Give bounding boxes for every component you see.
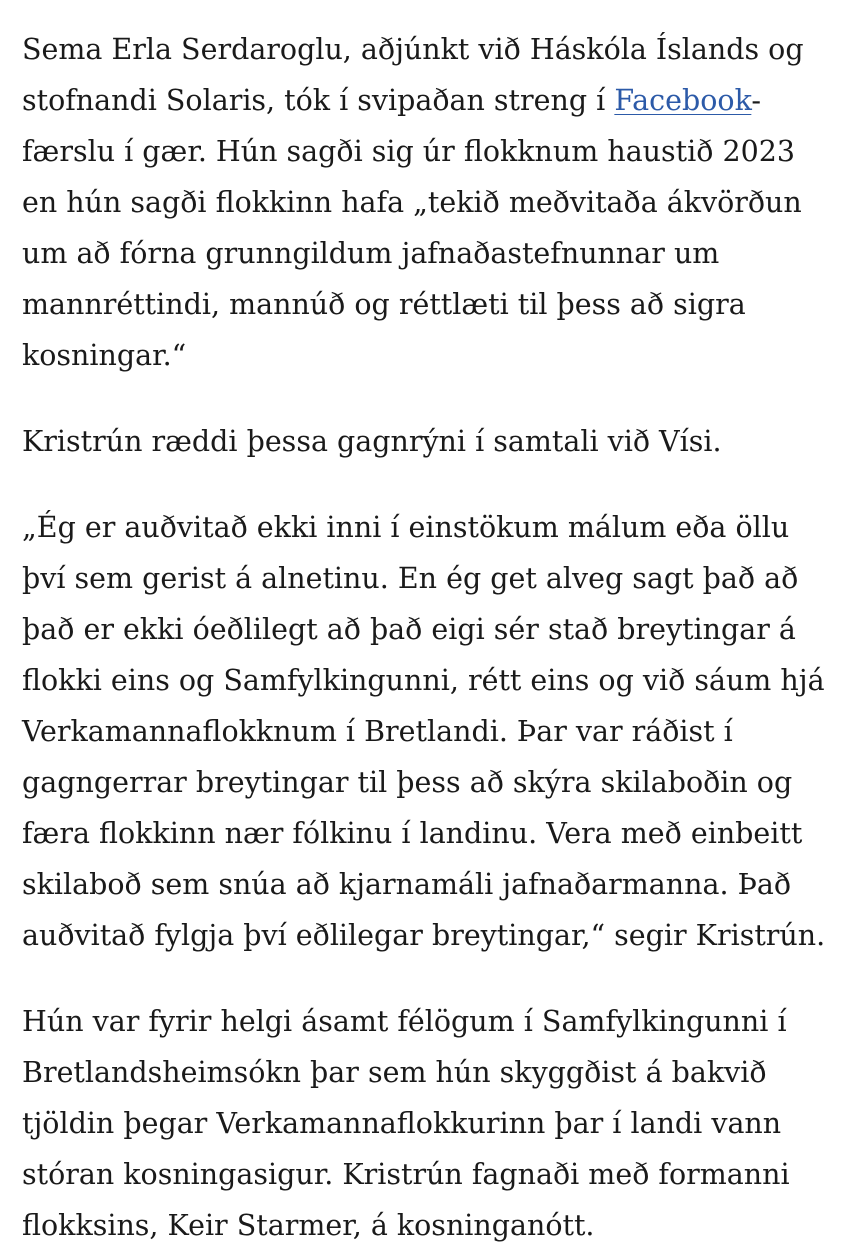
paragraph-kristrun-intro: Kristrún ræddi þessa gagnrýni í samtali við Vísi. <box>22 425 722 458</box>
paragraph-quote: „Ég er auðvitað ekki inni í einstökum málum eða öllu því sem gerist á alnetinu. En ég get alveg sagt það að það er ekki óeðlilegt að það eigi sér stað breytingar á flokki eins og Samfylkingunni, rétt eins og við sáum hjá Verkamannaflokknum í Bretlandi. Þar var ráðist í gagngerrar breytingar til þess að skýra skilaboðin og færa flokkinn nær fólkinu í landinu. Vera með einbeitt skilaboð sem snúa að kjarnamáli jafnaðarmanna. Það auðvitað fylgja því eðlilegar breytingar,“ segir Kristrún. <box>22 511 826 952</box>
paragraph-text: -færslu í gær. Hún sagði sig úr flokknum haustið 2023 en hún sagði flokkinn hafa „tekið meðvitaða ákvörðun um að fórna grunngildum jafnaðastefnunnar um mannréttindi, mannúð og réttlæti til þess að sigra kosningar.“ <box>22 84 802 372</box>
paragraph-britain-visit: Hún var fyrir helgi ásamt félögum í Samfylkingunni í Bretlandsheimsókn þar sem hún skyggðist á bakvið tjöldin þegar Verkamannaflokkurinn þar í landi vann stóran kosningasigur. Kristrún fagnaði með formanni flokksins, Keir Starmer, á kosninganótt. <box>22 1005 790 1242</box>
article-body <box>22 24 834 1251</box>
paragraph-sema-erla <box>22 24 834 381</box>
paragraph-text: Sema Erla Serdaroglu, aðjúnkt við Háskóla Íslands og stofnandi Solaris, tók í svipaðan streng í <box>22 33 804 117</box>
facebook-link[interactable]: Facebook <box>614 84 752 117</box>
